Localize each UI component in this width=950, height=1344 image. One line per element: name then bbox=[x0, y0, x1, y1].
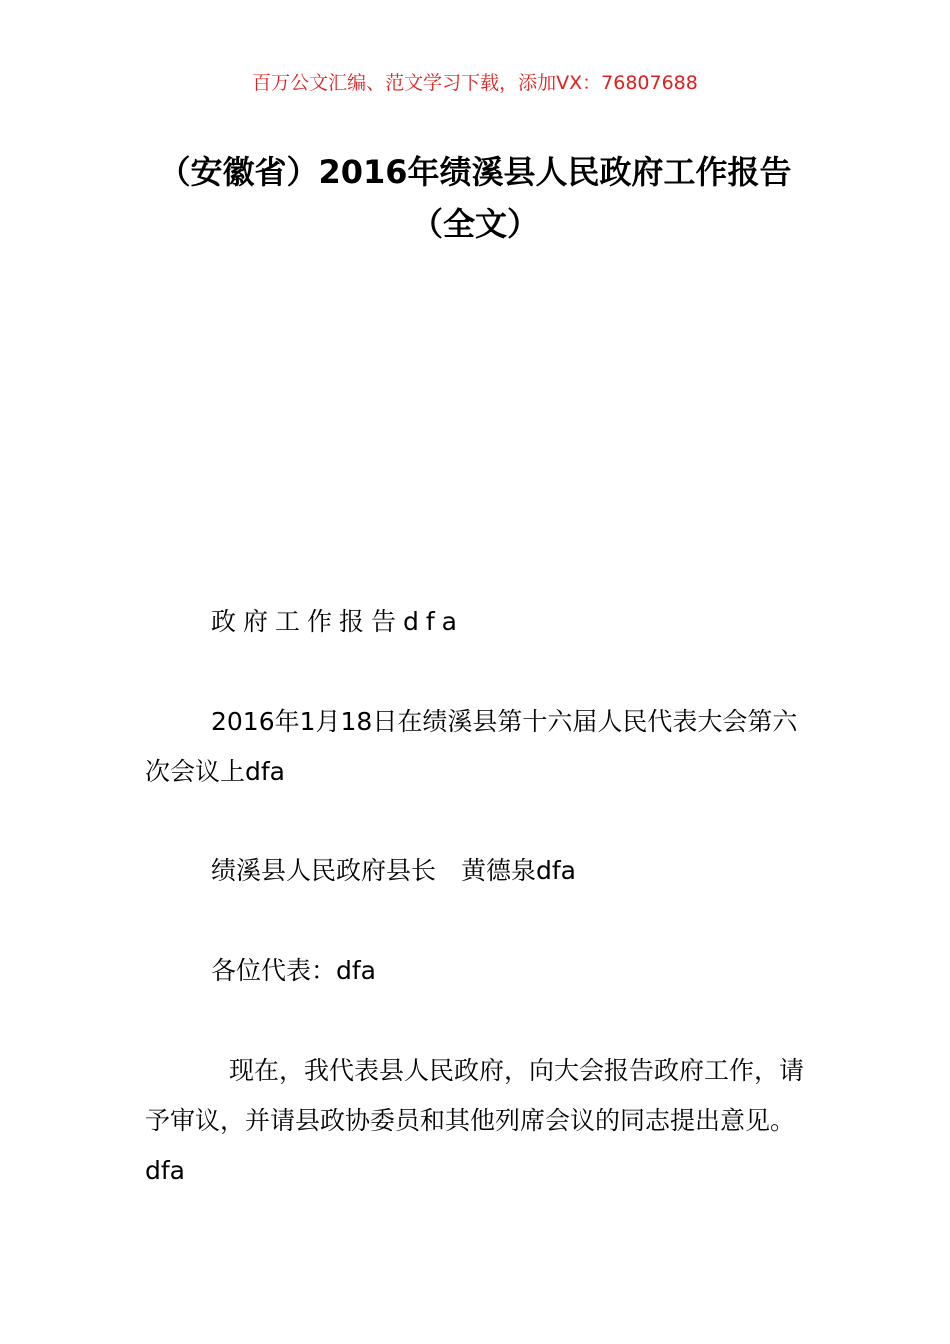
document-title: （安徽省）2016年绩溪县人民政府工作报告（全文） bbox=[158, 153, 792, 243]
opening-text: 现在，我代表县人民政府，向大会报告政府工作，请予审议，并请县政协委员和其他列席会议的同志提出意见。dfa bbox=[145, 1056, 805, 1185]
paragraph-salutation bbox=[145, 946, 815, 996]
paragraph-opening bbox=[145, 1046, 815, 1196]
speaker-text: 绩溪县人民政府县长 黄德泉dfa bbox=[211, 856, 576, 885]
salutation-text: 各位代表：dfa bbox=[211, 956, 376, 985]
paragraph-heading bbox=[145, 597, 815, 647]
report-heading-text: 政府工作报告dfa bbox=[211, 607, 464, 636]
paragraph-meeting-info bbox=[145, 697, 815, 797]
download-banner: 百万公文汇编、范文学习下载，添加VX：76807688 bbox=[252, 72, 698, 94]
meeting-info-text: 2016年1月18日在绩溪县第十六届人民代表大会第六次会议上dfa bbox=[145, 707, 798, 786]
paragraph-speaker bbox=[145, 846, 815, 896]
